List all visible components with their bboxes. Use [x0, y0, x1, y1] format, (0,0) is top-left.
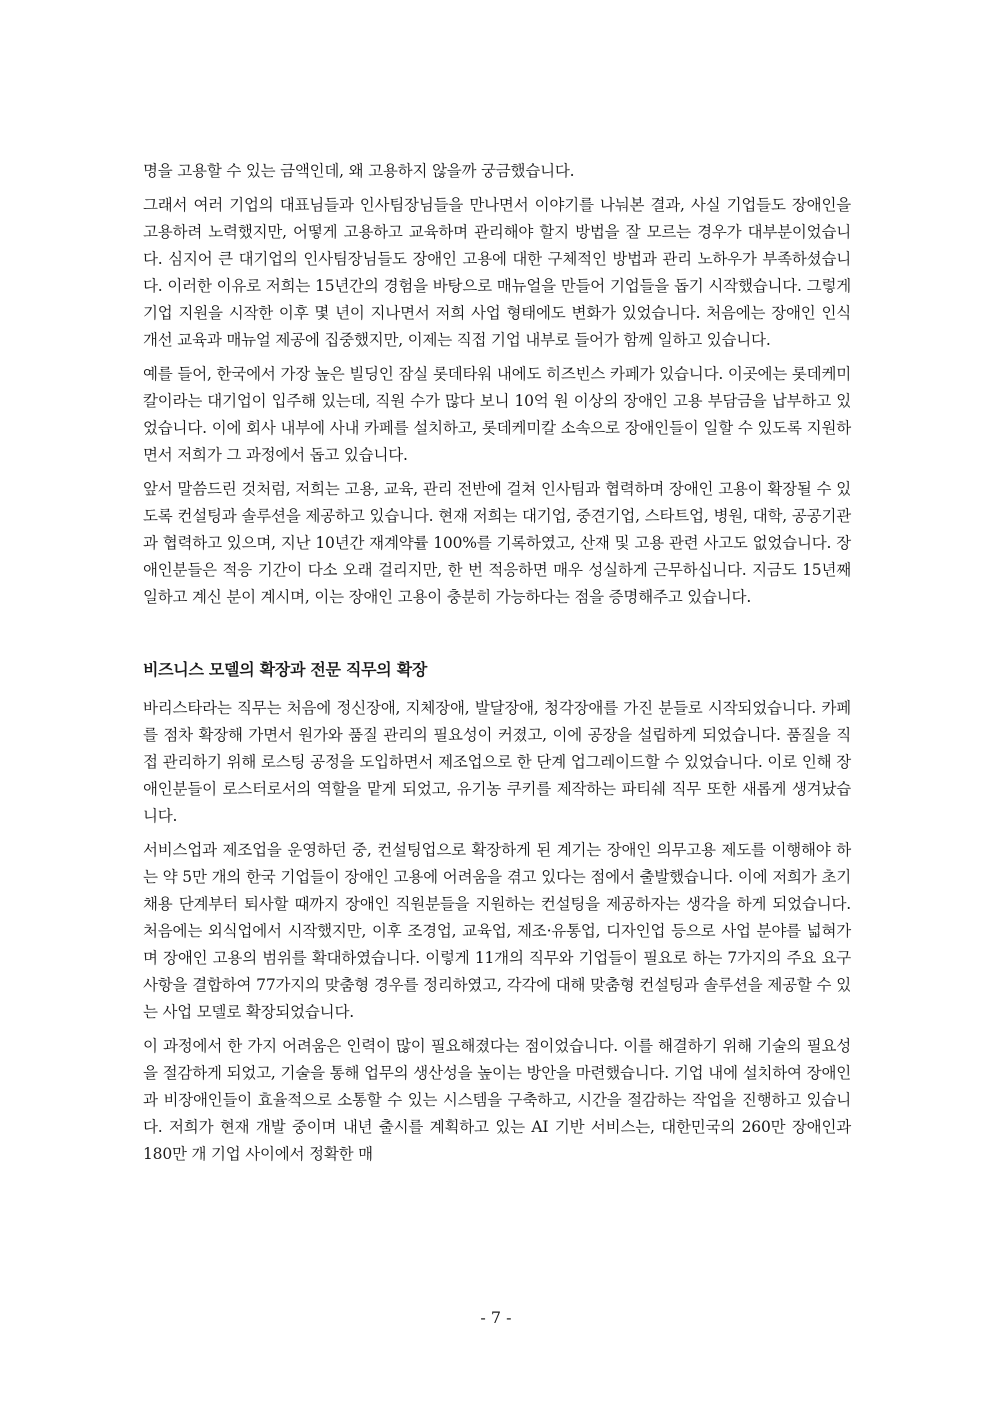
- document-body: [143, 158, 851, 1175]
- page-number: - 7 -: [480, 1308, 512, 1327]
- paragraph: 명을 고용할 수 있는 금액인데, 왜 고용하지 않을까 궁금했습니다.: [143, 162, 575, 180]
- paragraph: 바리스타라는 직무는 처음에 정신장애, 지체장애, 발달장애, 청각장애를 가진 분들로 시작되었습니다. 카페를 점차 확장해 가면서 원가와 품질 관리의 필요성이 커졌고, 이에 공장을 설립하게 되었습니다. 품질을 직접 관리하기 위해 로스팅 공정을 도입하면서 제조업으로 한 단계 업그레이드할 수 있었습니다. 이로 인해 장애인분들이 로스터로서의 역할을 맡게 되었고, 유기농 쿠키를 제작하는 파티쉐 직무 또한 새롭게 생겨났습니다.: [143, 699, 851, 825]
- paragraph: 그래서 여러 기업의 대표님들과 인사팀장님들을 만나면서 이야기를 나눠본 결과, 사실 기업들도 장애인을 고용하려 노력했지만, 어떻게 고용하고 교육하며 관리해야 할지 방법을 잘 모르는 경우가 대부분이었습니다. 심지어 큰 대기업의 인사팀장님들도 장애인 고용에 대한 구체적인 방법과 관리 노하우가 부족하셨습니다. 이러한 이유로 저희는 15년간의 경험을 바탕으로 매뉴얼을 만들어 기업들을 돕기 시작했습니다. 그렇게 기업 지원을 시작한 이후 몇 년이 지나면서 저희 사업 형태에도 변화가 있었습니다. 처음에는 장애인 인식 개선 교육과 매뉴얼 제공에 집중했지만, 이제는 직접 기업 내부로 들어가 함께 일하고 있습니다.: [143, 196, 851, 349]
- section-heading: 비즈니스 모델의 확장과 전문 직무의 확장: [143, 660, 428, 679]
- paragraph: 앞서 말씀드린 것처럼, 저희는 고용, 교육, 관리 전반에 걸쳐 인사팀과 협력하며 장애인 고용이 확장될 수 있도록 컨설팅과 솔루션을 제공하고 있습니다. 현재 저희는 대기업, 중견기업, 스타트업, 병원, 대학, 공공기관과 협력하고 있으며, 지난 10년간 재계약률 100%를 기록하였고, 산재 및 고용 관련 사고도 없었습니다. 장애인분들은 적응 기간이 다소 오래 걸리지만, 한 번 적응하면 매우 성실하게 근무하십니다. 지금도 15년째 일하고 계신 분이 계시며, 이는 장애인 고용이 충분히 가능하다는 점을 증명해주고 있습니다.: [143, 480, 851, 606]
- paragraph: 서비스업과 제조업을 운영하던 중, 컨설팅업으로 확장하게 된 계기는 장애인 의무고용 제도를 이행해야 하는 약 5만 개의 한국 기업들이 장애인 고용에 어려움을 겪고 있다는 점에서 출발했습니다. 이에 저희가 초기 채용 단계부터 퇴사할 때까지 장애인 직원분들을 지원하는 컨설팅을 제공하자는 생각을 하게 되었습니다. 처음에는 외식업에서 시작했지만, 이후 조경업, 교육업, 제조·유통업, 디자인업 등으로 사업 분야를 넓혀가며 장애인 고용의 범위를 확대하였습니다. 이렇게 11개의 직무와 기업들이 필요로 하는 7가지의 주요 요구 사항을 결합하여 77가지의 맞춤형 경우를 정리하였고, 각각에 대해 맞춤형 컨설팅과 솔루션을 제공할 수 있는 사업 모델로 확장되었습니다.: [143, 841, 851, 1021]
- paragraph: 이 과정에서 한 가지 어려움은 인력이 많이 필요해졌다는 점이었습니다. 이를 해결하기 위해 기술의 필요성을 절감하게 되었고, 기술을 통해 업무의 생산성을 높이는 방안을 마련했습니다. 기업 내에 설치하여 장애인과 비장애인들이 효율적으로 소통할 수 있는 시스템을 구축하고, 시간을 절감하는 작업을 진행하고 있습니다. 저희가 현재 개발 중이며 내년 출시를 계획하고 있는 AI 기반 서비스는, 대한민국의 260만 장애인과 180만 개 기업 사이에서 정확한 매: [143, 1037, 851, 1163]
- paragraph: 예를 들어, 한국에서 가장 높은 빌딩인 잠실 롯데타워 내에도 히즈빈스 카페가 있습니다. 이곳에는 롯데케미칼이라는 대기업이 입주해 있는데, 직원 수가 많다 보니 10억 원 이상의 장애인 고용 부담금을 납부하고 있었습니다. 이에 회사 내부에 사내 카페를 설치하고, 롯데케미칼 소속으로 장애인들이 일할 수 있도록 지원하면서 저희가 그 과정에서 돕고 있습니다.: [143, 365, 851, 464]
